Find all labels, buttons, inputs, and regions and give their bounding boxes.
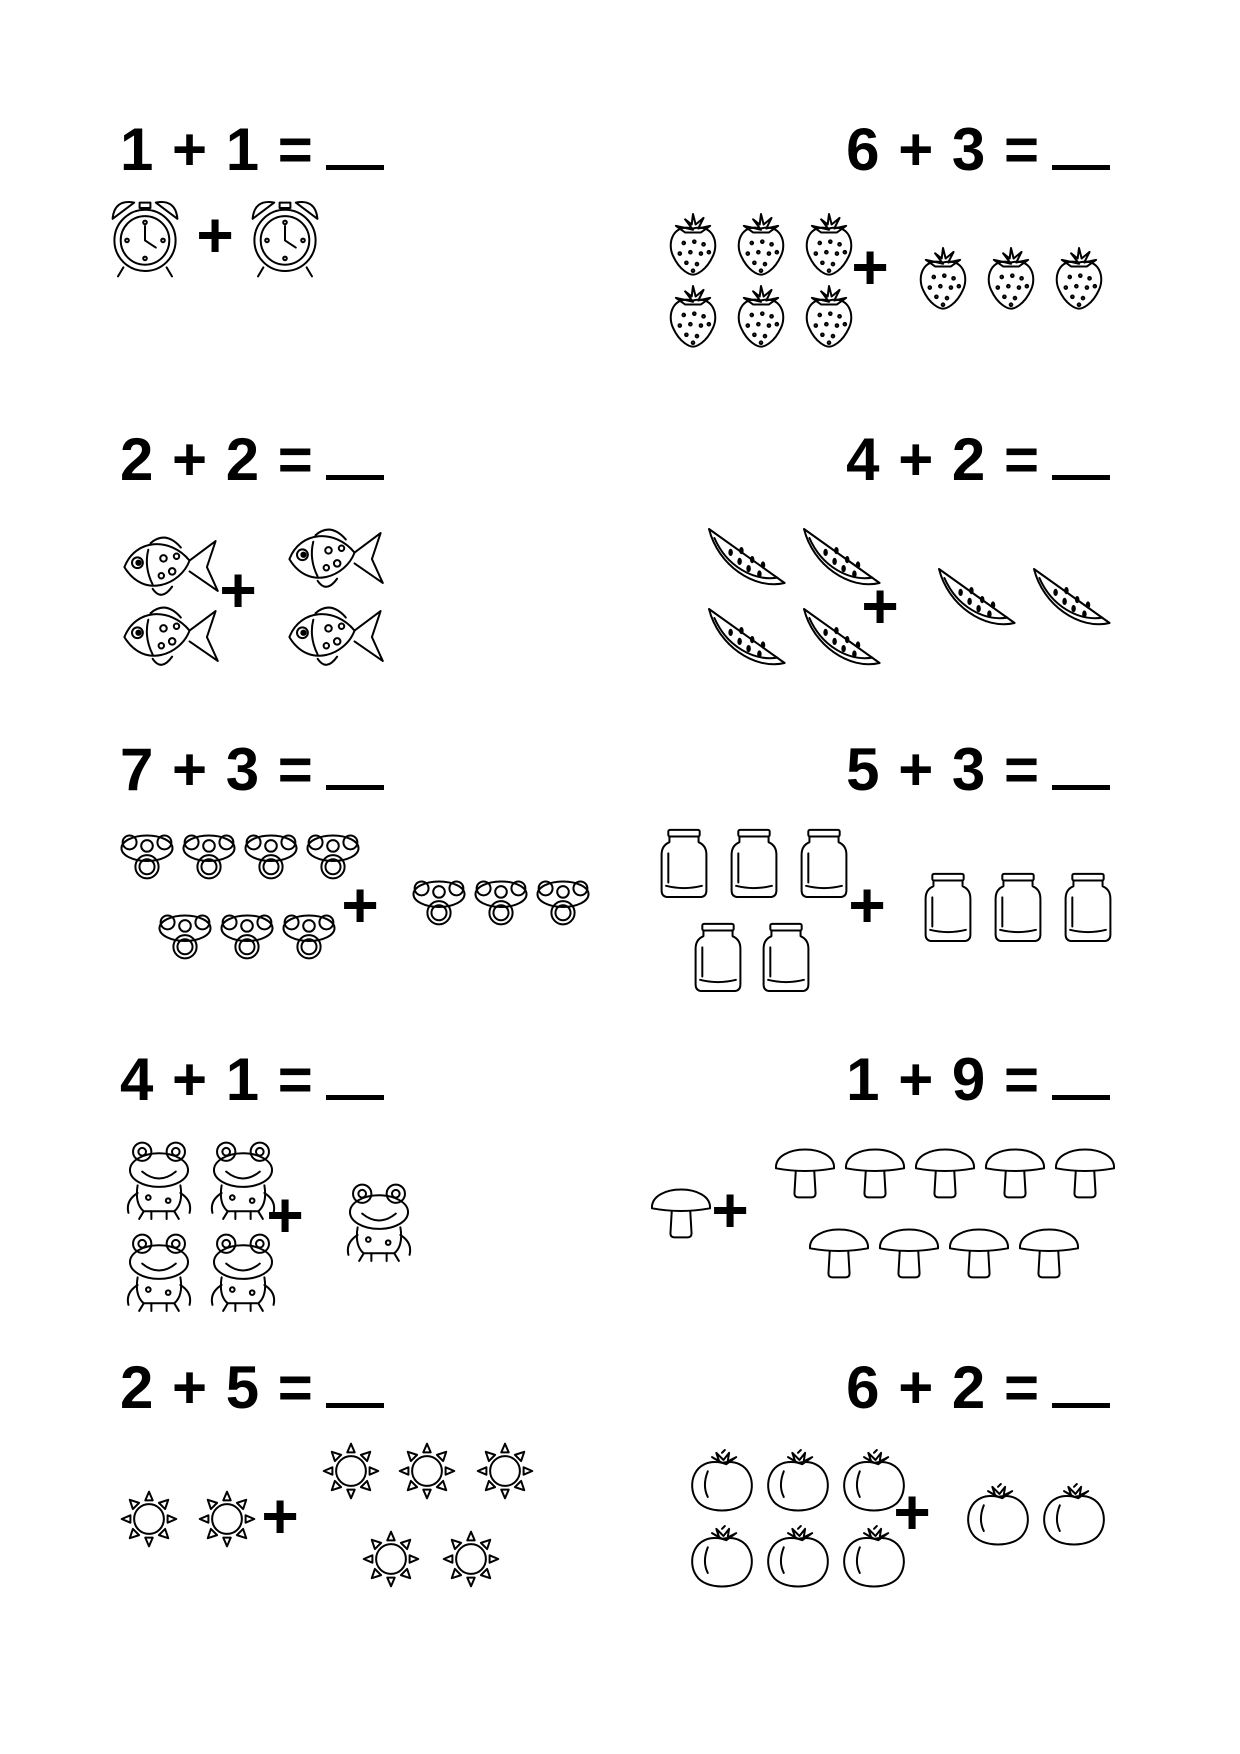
plus-sign: + — [266, 1179, 304, 1251]
strawberry-icon — [660, 282, 726, 348]
sun-icon — [196, 1488, 258, 1550]
tomato-icon — [838, 1450, 910, 1514]
equation-text: 2 + 5 = — [120, 1354, 314, 1421]
jar-icon — [758, 920, 814, 996]
plus-sign: + — [219, 554, 257, 626]
strawberry-icon — [660, 210, 726, 276]
pacifier-icon — [180, 824, 238, 884]
sun-icon — [440, 1528, 502, 1590]
pacifier-icon — [118, 824, 176, 884]
fish-icon — [280, 598, 390, 674]
frog-icon — [204, 1138, 282, 1222]
tomato-icon — [686, 1450, 758, 1514]
strawberry-icon — [796, 282, 862, 348]
jar-icon — [726, 826, 782, 902]
answer-blank[interactable] — [1052, 1053, 1110, 1100]
frog-icon — [120, 1230, 198, 1314]
mushroom-icon — [876, 1212, 942, 1282]
fish-icon — [115, 598, 225, 674]
mushroom-icon — [772, 1132, 838, 1202]
watermelon-slice-icon — [795, 520, 885, 592]
jar-icon — [990, 870, 1046, 946]
mushroom-icon — [946, 1212, 1012, 1282]
tomato-icon — [838, 1526, 910, 1590]
pacifier-icon — [280, 904, 338, 964]
answer-blank[interactable] — [1052, 433, 1110, 480]
jar-icon — [1060, 870, 1116, 946]
equation-text: 4 + 2 = — [846, 426, 1040, 493]
jar-icon — [796, 826, 852, 902]
tomato-icon — [962, 1484, 1034, 1548]
plus-sign: + — [848, 869, 886, 941]
jar-icon — [656, 826, 712, 902]
equation-2 — [846, 116, 1110, 183]
pacifier-icon — [472, 870, 530, 930]
strawberry-icon — [796, 210, 862, 276]
tomato-icon — [1038, 1484, 1110, 1548]
sun-icon — [360, 1528, 422, 1590]
equation-text: 1 + 9 = — [846, 1046, 1040, 1113]
equation-text: 1 + 1 = — [120, 116, 314, 183]
answer-blank[interactable] — [326, 1053, 384, 1100]
strawberry-icon — [910, 244, 976, 310]
frog-icon — [204, 1230, 282, 1314]
equation-text: 7 + 3 = — [120, 736, 314, 803]
equation-8 — [846, 1046, 1110, 1113]
plus-sign: + — [893, 1476, 931, 1548]
strawberry-icon — [728, 210, 794, 276]
equation-10 — [846, 1354, 1110, 1421]
equation-7 — [120, 1046, 384, 1113]
mushroom-icon — [806, 1212, 872, 1282]
pacifier-icon — [534, 870, 592, 930]
plus-sign: + — [711, 1174, 749, 1246]
equation-text: 2 + 2 = — [120, 426, 314, 493]
answer-blank[interactable] — [326, 743, 384, 790]
strawberry-icon — [728, 282, 794, 348]
frog-icon — [340, 1180, 418, 1264]
equation-text: 6 + 3 = — [846, 116, 1040, 183]
pacifier-icon — [242, 824, 300, 884]
mushroom-icon — [842, 1132, 908, 1202]
equation-1 — [120, 116, 384, 183]
jar-icon — [690, 920, 746, 996]
mushroom-icon — [912, 1132, 978, 1202]
tomato-icon — [762, 1450, 834, 1514]
alarm-clock-icon — [100, 190, 190, 280]
sun-icon — [320, 1440, 382, 1502]
answer-blank[interactable] — [326, 123, 384, 170]
strawberry-icon — [978, 244, 1044, 310]
answer-blank[interactable] — [326, 1361, 384, 1408]
watermelon-slice-icon — [930, 560, 1020, 632]
watermelon-slice-icon — [795, 600, 885, 672]
plus-sign: + — [341, 869, 379, 941]
mushroom-icon — [1052, 1132, 1118, 1202]
answer-blank[interactable] — [1052, 123, 1110, 170]
sun-icon — [396, 1440, 458, 1502]
jar-icon — [920, 870, 976, 946]
answer-blank[interactable] — [326, 433, 384, 480]
tomato-icon — [686, 1526, 758, 1590]
mushroom-icon — [648, 1172, 714, 1242]
tomato-icon — [762, 1526, 834, 1590]
strawberry-icon — [1046, 244, 1112, 310]
equation-text: 5 + 3 = — [846, 736, 1040, 803]
plus-sign: + — [196, 199, 234, 271]
equation-4 — [846, 426, 1110, 493]
alarm-clock-icon — [240, 190, 330, 280]
sun-icon — [118, 1488, 180, 1550]
mushroom-icon — [982, 1132, 1048, 1202]
pacifier-icon — [304, 824, 362, 884]
pacifier-icon — [410, 870, 468, 930]
fish-icon — [280, 520, 390, 596]
watermelon-slice-icon — [1025, 560, 1115, 632]
watermelon-slice-icon — [700, 600, 790, 672]
plus-sign: + — [261, 1480, 299, 1552]
pacifier-icon — [156, 904, 214, 964]
pacifier-icon — [218, 904, 276, 964]
sun-icon — [474, 1440, 536, 1502]
equation-9 — [120, 1354, 384, 1421]
answer-blank[interactable] — [1052, 1361, 1110, 1408]
frog-icon — [120, 1138, 198, 1222]
equation-text: 6 + 2 = — [846, 1354, 1040, 1421]
plus-sign: + — [861, 570, 899, 642]
fish-icon — [115, 528, 225, 604]
equation-6 — [846, 736, 1110, 803]
watermelon-slice-icon — [700, 520, 790, 592]
mushroom-icon — [1016, 1212, 1082, 1282]
equation-5 — [120, 736, 384, 803]
plus-sign: + — [851, 231, 889, 303]
equation-text: 4 + 1 = — [120, 1046, 314, 1113]
answer-blank[interactable] — [1052, 743, 1110, 790]
equation-3 — [120, 426, 384, 493]
